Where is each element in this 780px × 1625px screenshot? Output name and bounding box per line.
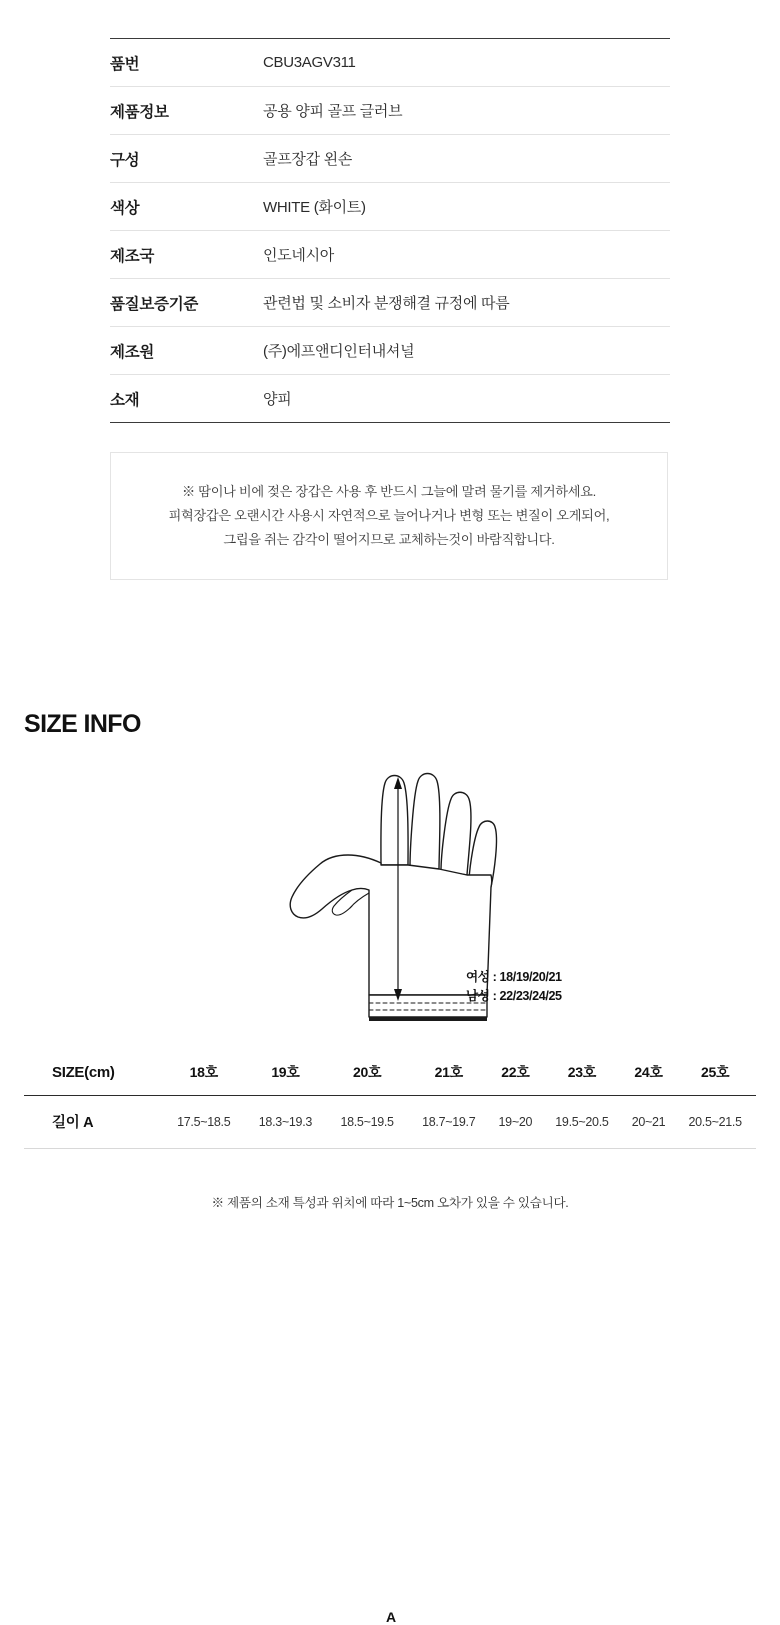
footer-disclaimer: ※ 제품의 소재 특성과 위치에 따라 1~5cm 오차가 있을 수 있습니다. [211, 1196, 569, 1210]
spec-label: 제품정보 [110, 103, 169, 121]
table-row [24, 1096, 756, 1149]
size-cell: 18.3~19.3 [245, 1096, 327, 1149]
size-cell: 17.5~18.5 [163, 1096, 245, 1149]
size-cell: 19.5~20.5 [541, 1096, 623, 1149]
size-table-header: 22호 [490, 1052, 542, 1096]
size-table-header: SIZE(cm) [24, 1052, 163, 1096]
table-row [110, 87, 670, 135]
table-row [110, 375, 670, 423]
size-cell: 18.7~19.7 [408, 1096, 490, 1149]
size-table-header: 21호 [408, 1052, 490, 1096]
spec-value: 공용 양피 골프 글러브 [263, 103, 403, 120]
spec-value: 양피 [263, 391, 292, 408]
spec-label: 색상 [110, 199, 140, 217]
size-table-header: 18호 [163, 1052, 245, 1096]
size-table-header: 25호 [674, 1052, 756, 1096]
glove-size-note-women: 여성 : 18/19/20/21 [466, 970, 562, 984]
spec-value: (주)에프앤디인터내셔널 [263, 343, 415, 360]
size-info-title: SIZE INFO [24, 710, 141, 738]
spec-label: 품질보증기준 [110, 295, 199, 313]
glove-size-note-men: 남성 : 22/23/24/25 [466, 989, 562, 1003]
size-cell: 20~21 [623, 1096, 675, 1149]
size-row-label: 길이 A [24, 1096, 163, 1149]
table-row [110, 279, 670, 327]
size-table-header: 23호 [541, 1052, 623, 1096]
size-cell: 18.5~19.5 [326, 1096, 408, 1149]
notice-line: 피혁장갑은 오랜시간 사용시 자연적으로 늘어나거나 변형 또는 변질이 오게되어, [168, 508, 610, 523]
glove-diagram-icon [0, 745, 780, 1035]
notice-line: ※ 땀이나 비에 젖은 장갑은 사용 후 반드시 그늘에 말려 물기를 제거하세요. [182, 484, 596, 499]
spec-label: 제조원 [110, 343, 155, 361]
spec-label: 품번 [110, 55, 140, 73]
spec-value: 인도네시아 [263, 247, 334, 264]
measure-label-a: A [386, 1609, 397, 1625]
notice-line: 그립을 쥐는 감각이 떨어지므로 교체하는것이 바람직합니다. [223, 532, 555, 547]
product-spec-table [110, 38, 670, 423]
spec-value: 관련법 및 소비자 분쟁해결 규정에 따름 [263, 295, 510, 312]
size-table-header: 24호 [623, 1052, 675, 1096]
table-row [110, 231, 670, 279]
size-cell: 19~20 [490, 1096, 542, 1149]
size-table-header: 20호 [326, 1052, 408, 1096]
size-table [24, 1052, 756, 1149]
table-row [110, 38, 670, 87]
table-row [110, 183, 670, 231]
spec-label: 구성 [110, 151, 140, 169]
size-cell: 20.5~21.5 [674, 1096, 756, 1149]
size-table-header: 19호 [245, 1052, 327, 1096]
care-notice-box [110, 452, 668, 580]
spec-label: 제조국 [110, 247, 155, 265]
table-row [110, 327, 670, 375]
size-table-header-row [24, 1052, 756, 1096]
spec-value: 골프장갑 왼손 [263, 151, 353, 168]
spec-label: 소재 [110, 391, 140, 409]
table-row [110, 135, 670, 183]
spec-value: WHITE (화이트) [263, 199, 366, 216]
spec-value: CBU3AGV311 [263, 54, 356, 71]
glove-size-note [466, 968, 562, 1006]
